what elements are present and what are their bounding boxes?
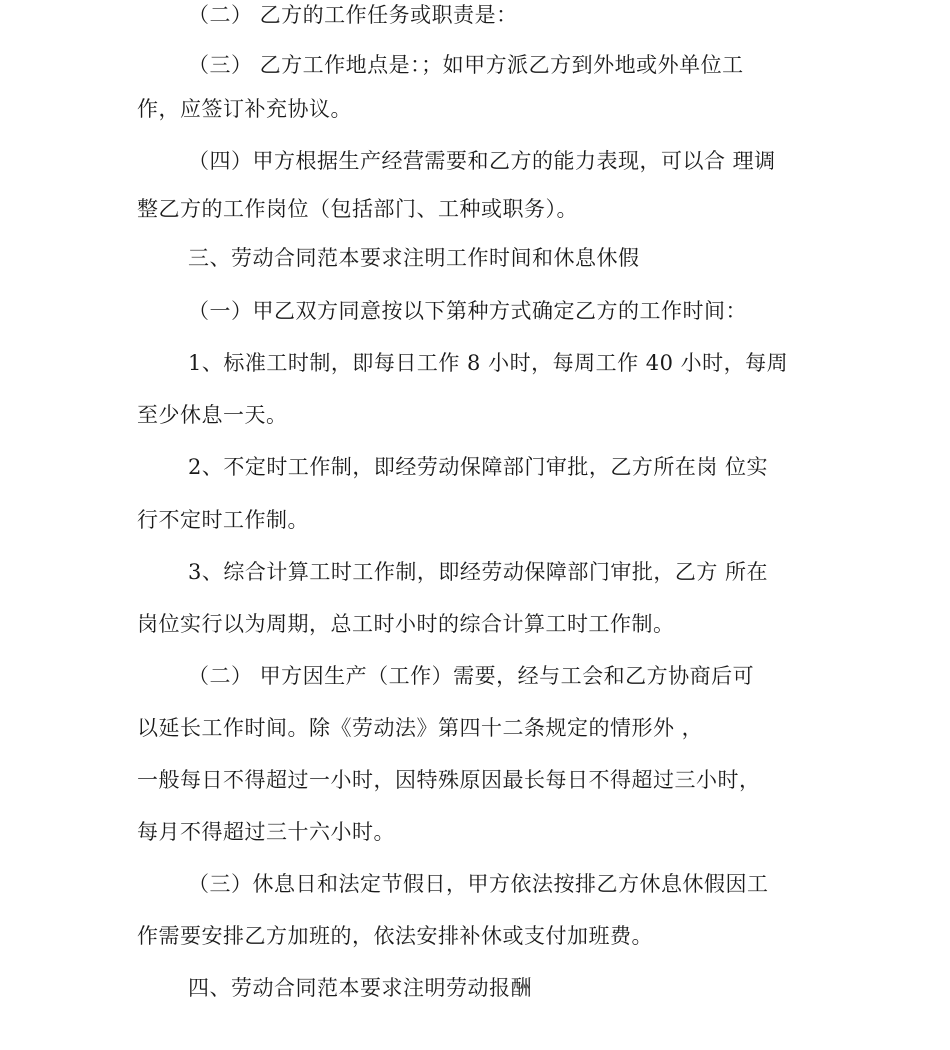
text-line: （二） 甲方因生产（工作）需要，经与工会和乙方协商后可 [188,664,755,688]
text-line: 行不定时工作制。 [137,508,309,532]
text-line: 作，应签订补充协议。 [137,97,352,121]
text-line: （三）休息日和法定节假日，甲方依法按排乙方休息休假因工 [188,872,769,896]
text-line: 2、不定时工作制，即经劳动保障部门审批，乙方所在岗 位实 [188,455,769,479]
section-heading: 三、劳动合同范本要求注明工作时间和休息休假 [188,246,640,270]
text-line: 岗位实行以为周期，总工时小时的综合计算工时工作制。 [137,612,675,636]
text-line: 以延长工作时间。除《劳动法》第四十二条规定的情形外 ， [137,716,704,740]
text-line: （二） 乙方的工作任务或职责是： [188,3,518,27]
text-line: 一般每日不得超过一小时，因特殊原因最长每日不得超过三小时， [137,768,761,792]
text-line: （一）甲乙双方同意按以下第种方式确定乙方的工作时间： [188,299,747,323]
text-line: 1、标准工时制，即每日工作 8 小时，每周工作 40 小时，每周 [188,351,789,375]
text-line: 整乙方的工作岗位（包括部门、工种或职务）。 [137,197,578,221]
text-line: （三） 乙方工作地点是：；如甲方派乙方到外地或外单位工 [188,53,744,77]
section-heading: 四、劳动合同范本要求注明劳动报酬 [188,976,532,1000]
text-line: 作需要安排乙方加班的，依法安排补休或支付加班费。 [137,924,653,948]
text-line: 3、综合计算工时工作制，即经劳动保障部门审批，乙方 所在 [188,560,769,584]
text-line: 至少休息一天。 [137,403,288,427]
text-line: （四）甲方根据生产经营需要和乙方的能力表现，可以合 理调 [188,149,776,173]
text-line: 每月不得超过三十六小时。 [137,820,395,844]
